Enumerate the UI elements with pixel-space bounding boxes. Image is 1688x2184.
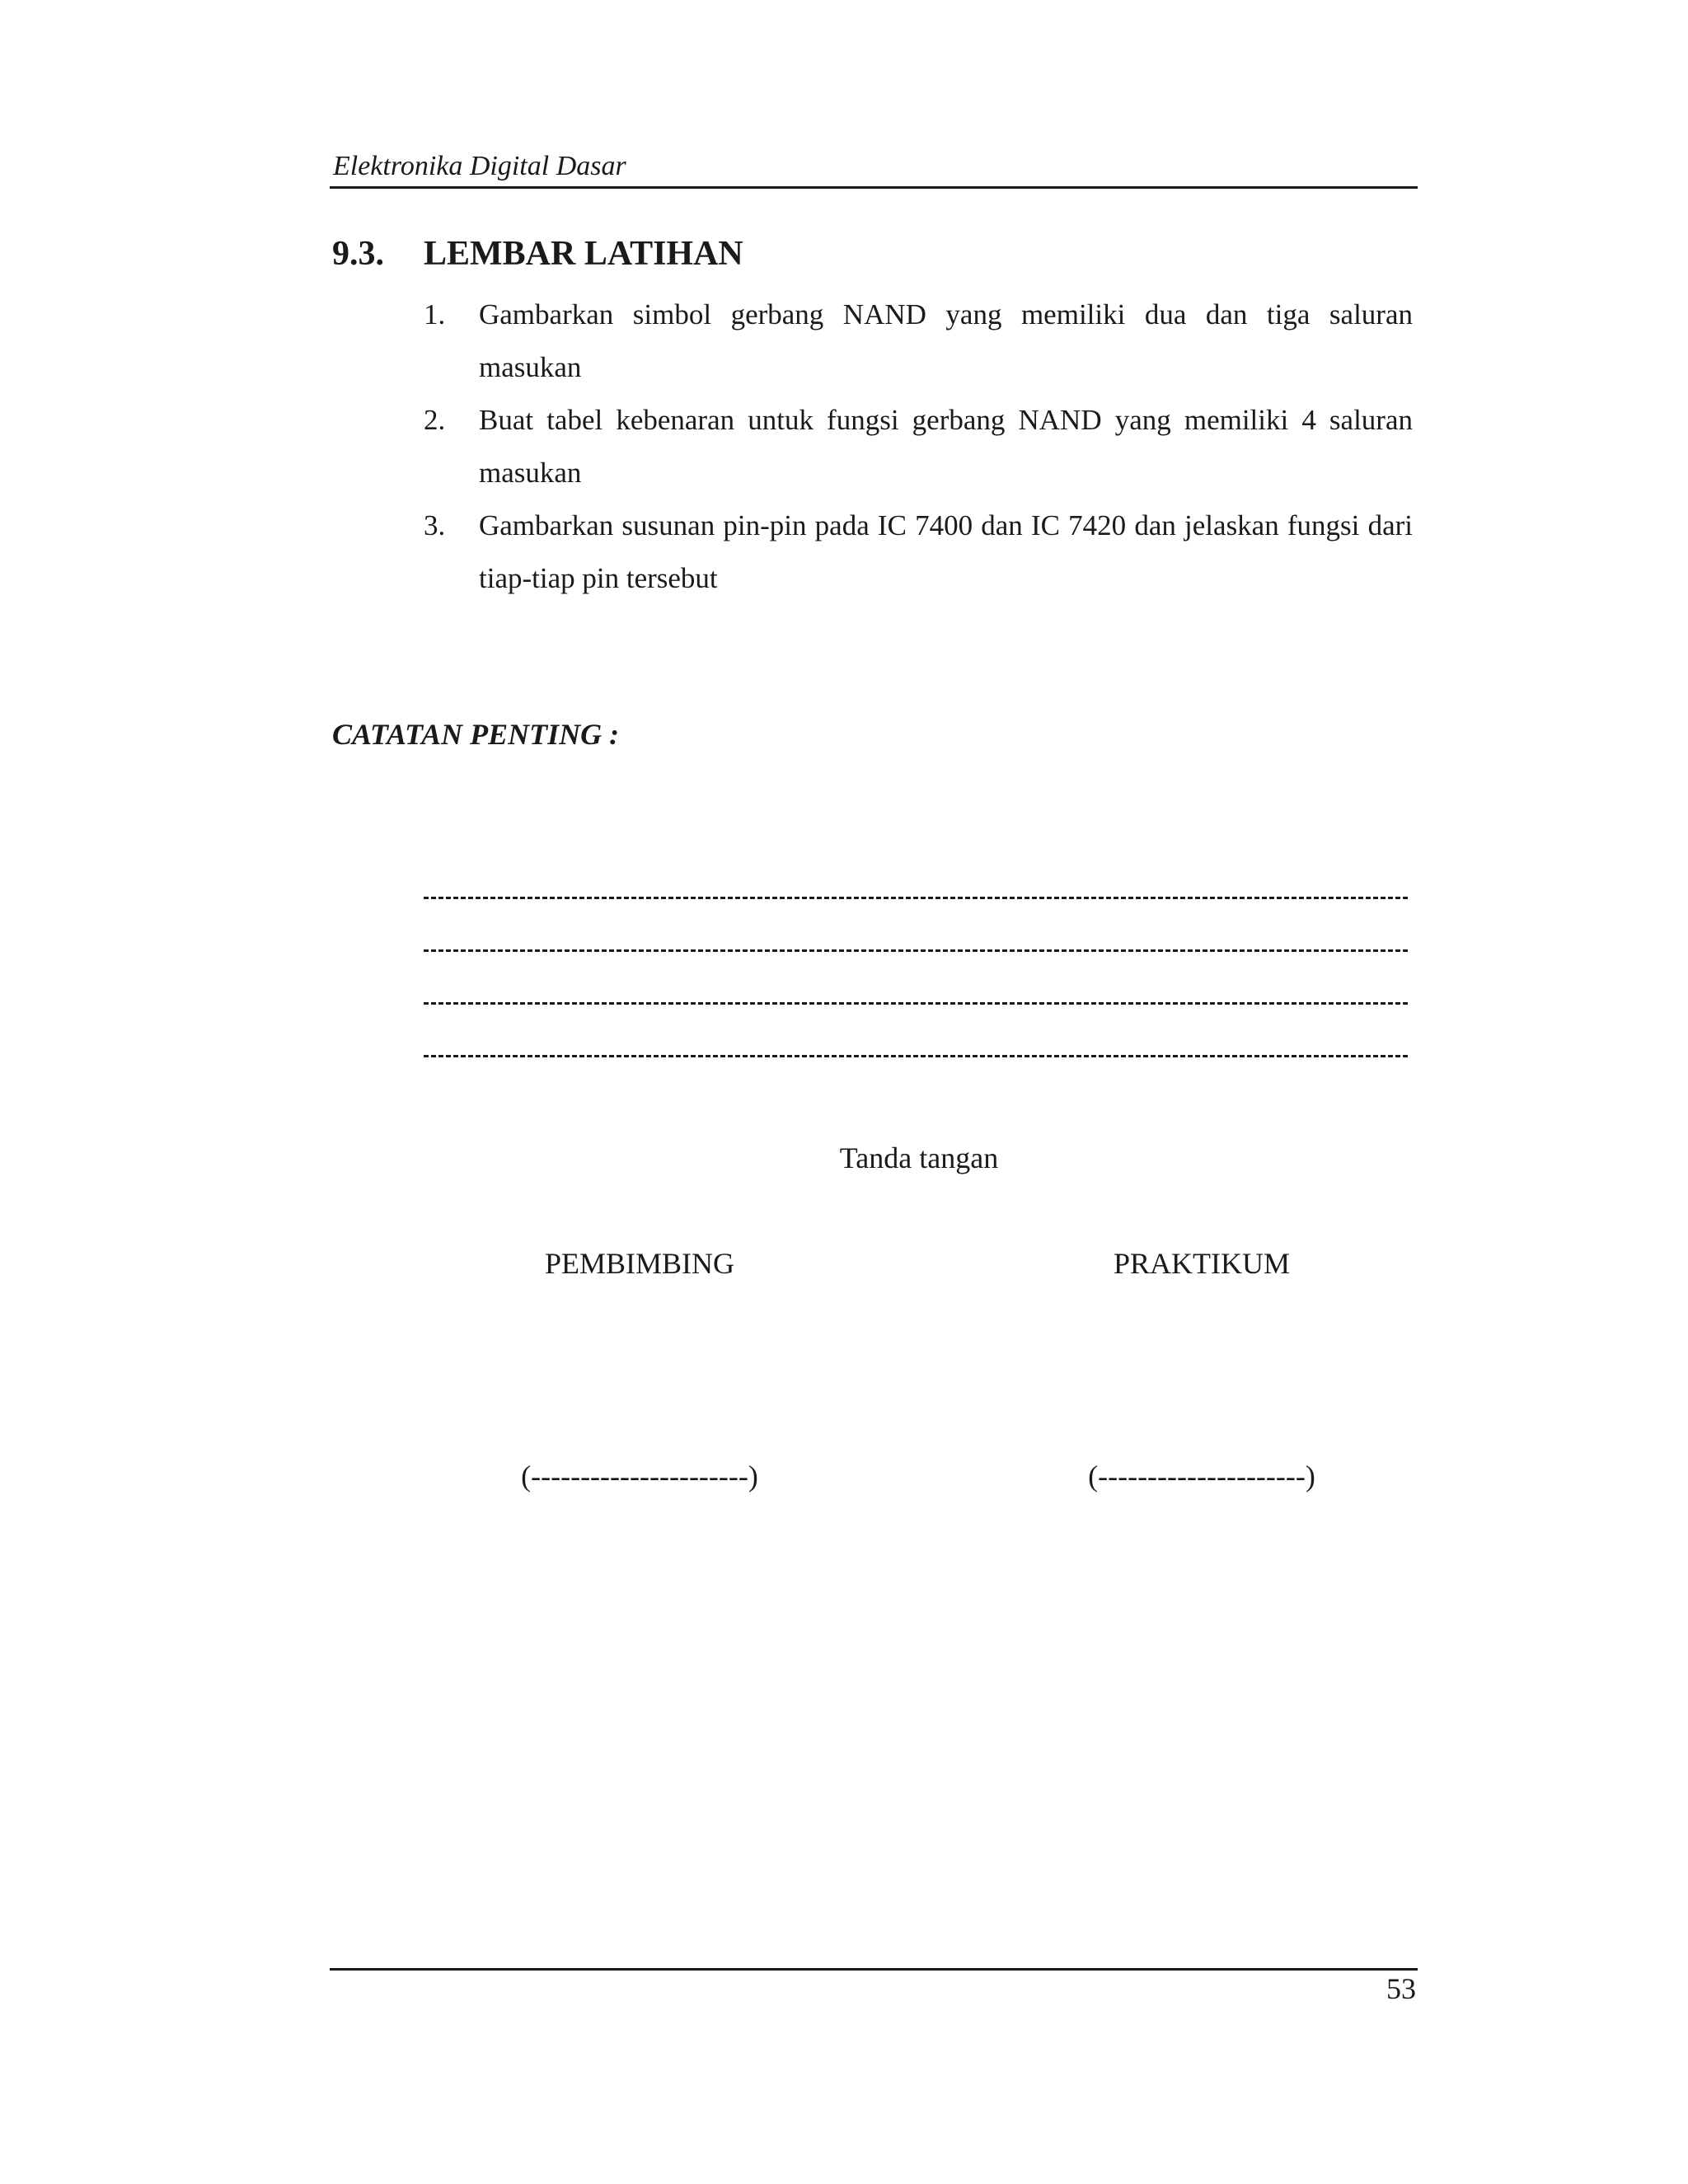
page-number: 53 [1386,1972,1416,2005]
section-title: LEMBAR LATIHAN [424,235,743,273]
section-number: 9.3. [332,235,384,273]
exercise-number: 3. [424,509,446,541]
note-line [424,1002,1408,1005]
exercise-number: 1. [424,298,446,330]
practitioner-signature-blank: (---------------------) [1088,1460,1315,1493]
header-rule [330,186,1418,189]
exercise-item [424,499,1413,605]
note-line [424,897,1408,899]
notes-label: CATATAN PENTING : [332,718,620,751]
supervisor-label: PEMBIMBING [544,1247,735,1280]
practitioner-label: PRAKTIKUM [1113,1247,1290,1280]
exercise-number: 2. [424,404,446,436]
exercise-text: Gambarkan susunan pin-pin pada IC 7400 dan IC 7420 dan jelaskan fungsi dari tiap-tiap pin tersebut [479,509,1413,594]
page-header-title: Elektronika Digital Dasar [333,151,626,181]
footer-rule [330,1968,1418,1971]
signature-title: Tanda tangan [839,1141,999,1174]
exercise-item [424,394,1413,499]
note-line [424,949,1408,952]
exercise-text: Buat tabel kebenaran untuk fungsi gerbang NAND yang memiliki 4 saluran masukan [479,404,1413,489]
exercise-text: Gambarkan simbol gerbang NAND yang memiliki dua dan tiga saluran masukan [479,298,1413,383]
note-line [424,1055,1408,1057]
exercise-item [424,288,1413,394]
supervisor-signature-blank: (----------------------) [521,1460,758,1493]
